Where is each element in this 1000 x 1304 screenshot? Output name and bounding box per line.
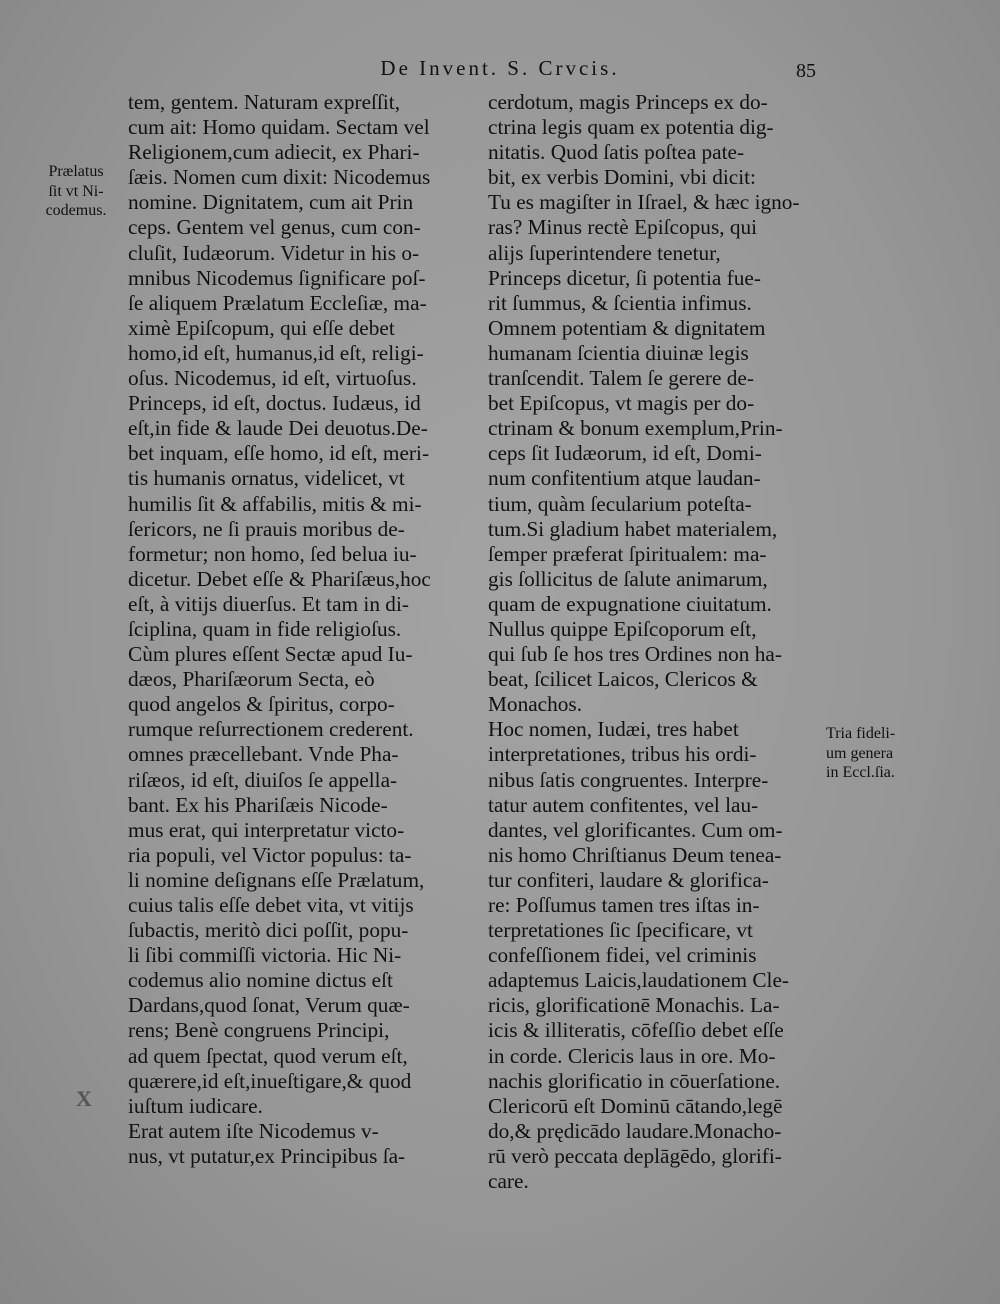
text-line: quam de expugnatione ciuitatum. bbox=[488, 591, 772, 616]
text-line: ſe aliquem Prælatum Eccleſiæ, ma- bbox=[128, 290, 427, 315]
text-line: Religionem,cum adiecit, ex Phari- bbox=[128, 140, 420, 165]
text-column-right bbox=[488, 90, 824, 1194]
text-line: ad quem ſpectat, quod verum eſt, bbox=[128, 1043, 408, 1068]
text-line: qui ſub ſe hos tres Ordines non ha- bbox=[488, 642, 782, 667]
text-line: nus, vt putatur,ex Principibus ſa- bbox=[128, 1143, 406, 1168]
text-line: tranſcendit. Talem ſe gerere de- bbox=[488, 366, 754, 391]
margin-note-line: ſit vt Ni- bbox=[48, 182, 104, 200]
text-line: tur confiteri, laudare & glorifica- bbox=[488, 867, 769, 892]
text-line: icis & illiteratis, cōfeſſio debet eſſe bbox=[488, 1018, 784, 1043]
text-line: Clericorū eſt Dominū cātando,legē bbox=[488, 1093, 783, 1118]
text-line: Princeps, id eſt, doctus. Iudæus, id bbox=[128, 391, 421, 416]
text-line: cerdotum, magis Princeps ex do- bbox=[488, 90, 768, 114]
text-line: rū verò peccata deplāgēdo, glorifi- bbox=[488, 1143, 782, 1168]
text-line: Monachos. bbox=[488, 692, 583, 717]
text-line: eſt, à vitijs diuerſus. Et tam in di- bbox=[128, 591, 409, 616]
text-line: interpretationes, tribus his ordi- bbox=[488, 742, 757, 767]
margin-note-left bbox=[26, 162, 126, 221]
text-line: quærere,id eſt,inueſtigare,& quod bbox=[128, 1068, 412, 1093]
text-line: dæos, Phariſæorum Secta, eò bbox=[128, 667, 375, 692]
text-line: Erat autem iſte Nicodemus v- bbox=[128, 1118, 379, 1143]
text-line: Dardans,quod ſonat, Verum quæ- bbox=[128, 993, 410, 1018]
text-line: eſt,in fide & laude Dei deuotus.De- bbox=[128, 416, 428, 441]
text-line: ctrina legis quam ex potentia dig- bbox=[488, 115, 774, 140]
text-column-left bbox=[128, 90, 480, 1169]
margin-note-right bbox=[826, 724, 926, 783]
text-line: ria populi, vel Victor populus: ta- bbox=[128, 842, 412, 867]
text-line: re: Poſſumus tamen tres iſtas in- bbox=[488, 893, 760, 917]
text-line: adaptemus Laicis,laudationem Cle- bbox=[488, 968, 790, 993]
text-line: ſemper præferat ſpiritualem: ma- bbox=[488, 541, 767, 566]
text-line: bet inquam, eſſe homo, id eſt, meri- bbox=[128, 441, 430, 466]
margin-note-line: um genera bbox=[826, 744, 894, 762]
text-line: Hoc nomen, Iudæi, tres habet bbox=[488, 717, 739, 742]
text-line: mus erat, qui interpretatur victo- bbox=[128, 817, 405, 842]
text-line: ximè Epiſcopum, qui eſſe debet bbox=[128, 315, 395, 340]
text-line: tatur autem confitentes, vel lau- bbox=[488, 792, 759, 817]
text-line: bant. Ex his Phariſæis Nicode- bbox=[128, 792, 388, 817]
text-line: tis humanis ornatus, videlicet, vt bbox=[128, 466, 405, 491]
margin-note-line: Prælatus bbox=[48, 163, 104, 180]
text-line: confeſſionem fidei, vel criminis bbox=[488, 943, 757, 968]
text-line: terpretationes ſic ſpecificare, vt bbox=[488, 918, 753, 943]
text-line: do,& prędicādo laudare.Monacho- bbox=[488, 1118, 782, 1143]
text-line: ſubactis, meritò dici poſſit, popu- bbox=[128, 918, 409, 943]
text-line: Tu es magiſter in Iſrael, & hæc igno- bbox=[488, 190, 800, 215]
text-line: tem, gentem. Naturam expreſſit, bbox=[128, 90, 401, 114]
text-line: oſus. Nicodemus, id eſt, virtuoſus. bbox=[128, 366, 417, 391]
text-line: in corde. Clericis laus in ore. Mo- bbox=[488, 1043, 776, 1068]
text-line: care. bbox=[488, 1169, 529, 1194]
text-line: ricis, glorificationē Monachis. La- bbox=[488, 993, 780, 1018]
text-line: iuſtum iudicare. bbox=[128, 1093, 263, 1118]
text-line: Princeps dicetur, ſi potentia fue- bbox=[488, 265, 761, 290]
page-number: 85 bbox=[796, 60, 816, 82]
text-line: ſæis. Nomen cum dixit: Nicodemus bbox=[128, 165, 431, 190]
text-line: Omnem potentiam & dignitatem bbox=[488, 315, 766, 340]
text-line: Cùm plures eſſent Sectæ apud Iu- bbox=[128, 642, 413, 667]
text-line: nachis glorificatio in cōuerſatione. bbox=[488, 1068, 781, 1093]
text-line: cum ait: Homo quidam. Sectam vel bbox=[128, 115, 430, 140]
text-line: tum.Si gladium habet materialem, bbox=[488, 516, 778, 541]
text-line: formetur; non homo, ſed belua iu- bbox=[128, 541, 417, 566]
text-line: ras? Minus rectè Epiſcopus, qui bbox=[488, 215, 758, 240]
text-line: codemus alio nomine dictus eſt bbox=[128, 968, 393, 993]
text-line: cluſit, Iudæorum. Videtur in his o- bbox=[128, 240, 420, 265]
text-line: ctrinam & bonum exemplum,Prin- bbox=[488, 416, 783, 441]
text-line: bit, ex verbis Domini, vbi dicit: bbox=[488, 165, 756, 190]
text-line: ceps ſit Iudæorum, id eſt, Domi- bbox=[488, 441, 762, 466]
text-line: cuius talis eſſe debet vita, vt vitijs bbox=[128, 893, 414, 917]
text-line: tium, quàm ſecularium poteſta- bbox=[488, 491, 752, 516]
text-line: rit ſummus, & ſcientia infimus. bbox=[488, 290, 752, 315]
text-line: omnes præcellebant. Vnde Pha- bbox=[128, 742, 399, 767]
text-line: ceps. Gentem vel genus, cum con- bbox=[128, 215, 421, 240]
margin-note-line: codemus. bbox=[45, 202, 107, 219]
text-line: ſericors, ne ſi prauis moribus de- bbox=[128, 516, 405, 541]
text-line: rens; Benè congruens Principi, bbox=[128, 1018, 390, 1043]
text-line: riſæos, id eſt, diuiſos ſe appella- bbox=[128, 767, 398, 792]
text-line: ſciplina, quam in fide religioſus. bbox=[128, 616, 402, 641]
text-line: quod angelos & ſpiritus, corpo- bbox=[128, 692, 395, 717]
text-line: nitatis. Quod ſatis poſtea pate- bbox=[488, 140, 745, 165]
text-line: nomine. Dignitatem, cum ait Prin bbox=[128, 190, 414, 215]
text-line: li nomine deſignans eſſe Prælatum, bbox=[128, 867, 425, 892]
text-line: beat, ſcilicet Laicos, Clericos & bbox=[488, 667, 758, 692]
text-line: dantes, vel glorificantes. Cum om- bbox=[488, 817, 783, 842]
text-line: humilis ſit & affabilis, mitis & mi- bbox=[128, 491, 422, 516]
text-line: nis homo Chriſtianus Deum tenea- bbox=[488, 842, 782, 867]
text-line: rumque reſurrectionem crederent. bbox=[128, 717, 414, 742]
text-line: gis ſollicitus de ſalute animarum, bbox=[488, 566, 768, 591]
text-line: Nullus quippe Epiſcoporum eſt, bbox=[488, 616, 757, 641]
margin-note-line: Tria fideli- bbox=[826, 725, 896, 742]
text-line: bet Epiſcopus, vt magis per do- bbox=[488, 391, 755, 416]
text-line: homo,id eſt, humanus,id eſt, religi- bbox=[128, 340, 424, 365]
text-line: humanam ſcientia diuinæ legis bbox=[488, 340, 749, 365]
margin-mark: X bbox=[76, 1086, 92, 1111]
text-line: alijs ſuperintendere tenetur, bbox=[488, 240, 721, 265]
text-line: li ſibi commiſſi victoria. Hic Ni- bbox=[128, 943, 402, 968]
text-line: dicetur. Debet eſſe & Phariſæus,hoc bbox=[128, 566, 431, 591]
margin-note-line: in Eccl.ſia. bbox=[826, 764, 895, 781]
text-line: mnibus Nicodemus ſignificare poſ- bbox=[128, 265, 426, 290]
text-line: nibus ſatis congruentes. Interpre- bbox=[488, 767, 769, 792]
text-line: num confitentium atque laudan- bbox=[488, 466, 761, 491]
running-title: De Invent. S. Crvcis. bbox=[380, 56, 620, 80]
